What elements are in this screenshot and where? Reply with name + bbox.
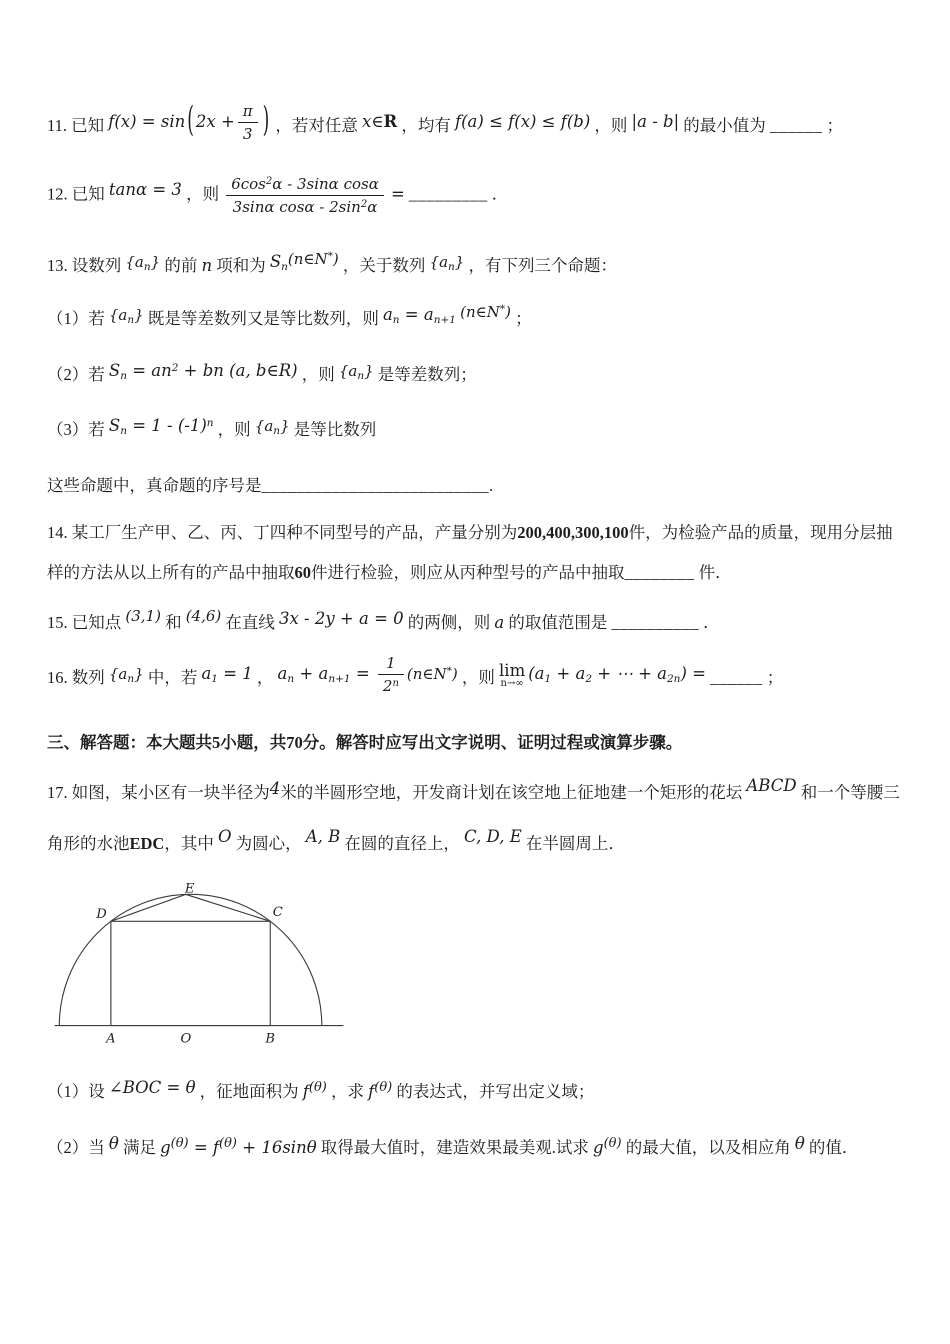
text-run: 12. 已知 [47,184,105,204]
n-in-N-token [460,303,511,321]
math-run: 3sinα cosα - 2sin [232,198,361,216]
text-run: 件． [698,562,732,582]
exponent: 2 [265,176,273,187]
q12-tan-alpha: tanα = 3 [108,180,182,200]
exponent-n: n [392,678,399,689]
var-a: a [348,361,358,380]
q11-fx-formula [108,102,271,143]
text-run: 米的半圆形空地，开发商计划在该空地上征地建一个矩形的花坛 [280,783,743,803]
point-4-6: (4,6) [185,606,222,625]
q11-x-in-R [362,112,397,131]
math-run: (n∈N [460,303,500,322]
text-run: （1）若 [47,309,105,329]
raised-theta-arg: (θ) [219,1135,238,1151]
limit-operator [499,662,525,690]
raised-theta-arg: (θ) [374,1080,393,1096]
var-theta: θ [794,1133,805,1153]
fraction-1-over-2n [378,654,404,695]
answer-blank: __________________________ [261,475,489,495]
brace-open: { [429,253,440,271]
text-run: 件进行检验，则应从丙种型号的产品中抽取 [311,562,625,582]
var-n: n [201,256,213,275]
line-equation: 3x - 2y + a = 0 [279,608,404,628]
answer-blank: _________ [408,184,488,204]
q11-inequality: f(a) ≤ f(x) ≤ f(b) [455,112,591,131]
points-cde-label: C, D, E [464,826,522,846]
sequence-an-token [430,253,465,271]
section-3-header [47,725,906,760]
a1-equals-1 [201,664,252,683]
question-13-footer [47,468,906,503]
math-run: + ⋯ + a [592,664,667,683]
var-a: a [118,665,128,683]
var-a: a [277,664,288,683]
paren-close: ) [505,303,511,322]
text-run: （2）当 [47,1137,105,1157]
bold-numbers: 200,400,300,100 [517,523,629,543]
text-run: ； [515,309,532,329]
sub-n: n [120,425,127,438]
sub-n: n [120,369,127,382]
math-run: 6cos [231,175,266,193]
sequence-an-token [109,665,144,683]
n-in-N-token [407,665,458,683]
sub-1: 1 [544,673,552,685]
brace-open: { [125,253,135,271]
lim-subscript: n→∞ [500,677,524,689]
text-run: ，则 [594,116,628,135]
question-13-item-1 [47,301,906,336]
text-run: 的最大值，以及相应角 [625,1137,791,1157]
brace-close: } [454,253,465,271]
question-12 [47,175,906,216]
bold-number: 60 [294,562,311,582]
sub-n: n [287,673,295,685]
rectangle-abcd [111,921,270,1025]
text-run: ，其中 [164,833,214,853]
var-a: a [382,305,393,325]
sub-n: n [448,261,455,273]
sub-n: n [273,425,281,438]
plus-sign: + [294,664,319,683]
question-16 [47,654,906,699]
text-run: ，求 [331,1082,365,1102]
text-run: 14. 某工厂生产甲、乙、丙、丁四种不同型号的产品，产量分别为 [47,523,518,543]
Sn-token [270,252,288,271]
text-run: 满足 [122,1137,156,1157]
var-S: S [108,360,121,380]
text-run: ，征地面积为 [199,1082,299,1102]
sub-n: n [143,261,151,273]
var-a: a [201,664,212,683]
text-run: ． [703,612,720,632]
text-run: . [489,475,494,495]
fraction-numerator: π [238,102,258,123]
exponent-n: n [206,417,214,430]
angle-boc-theta: ∠BOC = θ [108,1078,196,1098]
big-paren-open: ( [187,100,194,142]
equals-sign: = [399,305,424,325]
exponent: 2 [171,361,179,374]
point-3-1: (3,1) [125,606,161,625]
var-a: a [423,305,434,325]
text-run: 和一个等腰三角形的水池 [47,783,900,853]
text-run: 的两侧，则 [407,612,491,632]
question-14 [47,513,906,592]
text-run: （1）设 [47,1082,105,1102]
raised-theta-arg: (θ) [603,1135,622,1151]
question-13-item-2 [47,357,906,392]
fraction-denominator [378,675,404,695]
math-run: a - b [637,112,674,131]
paren-close: ) [332,250,339,268]
radius-4: 4 [269,779,281,799]
question-11 [47,100,906,147]
raised-theta-arg: (θ) [308,1080,327,1096]
sequence-an-token [125,253,160,271]
sub-n-plus-1: n+1 [328,673,351,685]
text-run: 17. 如图，某小区有一块半径为 [47,783,270,803]
label-E: E [184,881,195,897]
var-a: a [439,253,449,271]
math-run: + a [551,664,586,683]
text-run: 项和为 [216,256,266,275]
q12-big-fraction [226,175,384,216]
question-17-part-2 [47,1130,906,1165]
brace-open: { [254,417,265,436]
Sn-alternating [108,416,214,438]
text-run: 中，若 [147,668,198,687]
big-paren-close: ) [262,100,270,142]
text-run: ，均有 [401,116,451,135]
math-run: x∈ [362,112,384,131]
sequence-an-token [339,362,374,380]
equals-sign: = [390,184,405,204]
triangle-dec [111,895,270,922]
text-run: 的前 [164,256,198,275]
semicircle-figure [49,879,349,1054]
text-run: 在半圆周上． [525,833,625,853]
var-a: a [264,417,274,436]
var-S: S [108,416,121,436]
label-O: O [180,1031,192,1047]
text-run: ，关于数列 [342,256,426,275]
text-run: ， [256,668,274,687]
text-run: ； [826,116,844,135]
fraction-numerator: 1 [378,654,404,675]
text-run: ． [491,184,509,204]
text-run: 13. 设数列 [47,256,122,275]
answer-blank: __________ [611,612,699,632]
g-theta-equation [160,1130,317,1165]
answer-blank: ______ [710,668,763,687]
star: * [446,665,452,677]
g-theta-token [593,1135,622,1157]
answer-blank: ________ [624,562,695,582]
brace-open: { [338,361,349,380]
text-run: ，则 [461,668,495,687]
text-run: ，则 [186,184,220,204]
set-R: R [383,112,398,131]
q11-abs-diff [632,112,680,131]
brace-open: { [108,665,119,683]
text-run: 15. 已知点 [47,612,122,632]
sub-1: 1 [211,673,218,685]
math-run: + 16sinθ [237,1137,317,1157]
text-run: 为圆心， [235,833,302,853]
math-run: (n∈N [406,665,447,683]
math-run: (a [528,664,545,683]
Sn-quadratic [109,361,298,380]
math-run: f(x) = sin [108,112,186,131]
star: * [499,303,506,316]
question-15 [47,605,906,640]
text-run: 的表达式，并写出定义域； [396,1082,595,1102]
text-run: 是等差数列； [377,364,477,384]
text-run: 在直线 [225,612,275,632]
brace-close: } [150,253,161,271]
var-theta: θ [108,1133,119,1153]
label-C: C [272,904,283,920]
paren-close: ) [451,665,458,683]
an-equals-an1 [382,305,456,327]
question-13 [47,248,906,283]
math-run: = f [188,1137,220,1157]
math-run: ) = [680,664,706,683]
sub-n: n [281,261,288,273]
brace-close: } [134,306,144,325]
text-run: 这些命题中，真命题的序号是 [47,475,262,495]
text-run: 是等比数列 [293,420,377,440]
limit-expression [499,656,706,691]
lim-word: lim [499,660,526,680]
fraction-denominator: 3 [242,125,253,143]
text-run: 的值． [808,1137,859,1157]
var-f: f [368,1082,375,1102]
text-run: 件，为检验产品的质量，现用分层抽样的方法从以上所有的产品中抽取 [47,523,893,582]
text-run: ，若对任意 [275,116,358,135]
var-a: a [494,612,505,632]
answer-blank: ______ [769,116,823,135]
fraction-pi-over-3 [238,102,258,143]
var-a: a [134,253,144,271]
figure-container [49,879,906,1054]
text-run: 的取值范围是 [508,612,608,632]
text-run: 取得最大值时，建造效果最美观.试求 [320,1137,589,1157]
sequence-an-token [108,306,144,327]
text-run: （3）若 [47,420,105,440]
equals-sign: = [350,664,375,683]
text-run: ； [766,668,784,687]
text-run: ，有下列三个命题： [468,256,617,275]
question-13-item-3 [47,412,906,447]
abs-bar: | [631,112,638,131]
text-run: 16. 数列 [47,668,105,687]
math-run: α [367,198,378,216]
math-run: 2x + [195,112,235,131]
label-B: B [265,1031,276,1047]
center-o-label: O [217,826,232,846]
points-ab-label: A, B [305,826,341,846]
sub-n-plus-1: n+1 [433,314,456,327]
star: * [327,250,333,262]
sub-2: 2 [585,673,593,685]
var-S: S [269,252,282,271]
sub-n: n [357,369,365,382]
label-D: D [96,906,107,922]
text-run: （2）若 [47,364,105,384]
exponent: 2 [360,199,368,210]
f-theta-token [303,1082,327,1101]
recurrence-relation [278,654,458,695]
fraction-numerator [226,175,384,196]
text-run: 和 [165,612,182,632]
text-run: 11. 已知 [47,116,105,135]
fraction-denominator [226,196,384,216]
math-run: 2 [382,677,393,695]
text-run: ，则 [217,420,251,440]
pool-edc-label: EDC [129,833,165,853]
math-run: α - 3sinα cosα [272,175,379,193]
var-a: a [318,664,329,683]
math-run: + bn (a, b∈R) [178,360,298,380]
label-A: A [106,1031,116,1047]
raised-theta-arg: (θ) [170,1135,189,1151]
brace-close: } [134,665,144,683]
var-f: f [302,1082,309,1102]
brace-close: } [364,361,374,380]
sub-n: n [127,673,135,685]
math-run: (n∈N [287,250,328,268]
question-17-part-1 [47,1074,906,1109]
sequence-an-token [254,417,290,438]
question-17 [47,768,906,869]
section-title: 三、解答题：本大题共5小题，共70分。解答时应写出文字说明、证明过程或演算步骤。 [47,733,683,752]
text-run: ，则 [301,364,335,384]
n-in-N-token [288,250,339,268]
abs-bar: | [673,112,680,131]
var-g: g [593,1137,604,1157]
math-run: = 1 - (-1) [126,416,207,436]
math-run: = an [126,360,172,380]
f-theta-token [368,1082,392,1101]
rect-abcd-label: ABCD [746,776,797,796]
brace-close: } [280,417,290,436]
text-run: 的最小值为 [683,116,766,135]
sub-n: n [392,314,400,327]
sub-2n: 2n [667,673,681,685]
math-run: = 1 [217,664,253,683]
text-run: 既是等差数列又是等比数列，则 [147,309,379,329]
sub-n: n [127,314,135,327]
var-a: a [118,306,128,325]
var-g: g [160,1137,171,1157]
text-run: 在圆的直径上， [344,833,460,853]
brace-open: { [108,306,119,325]
